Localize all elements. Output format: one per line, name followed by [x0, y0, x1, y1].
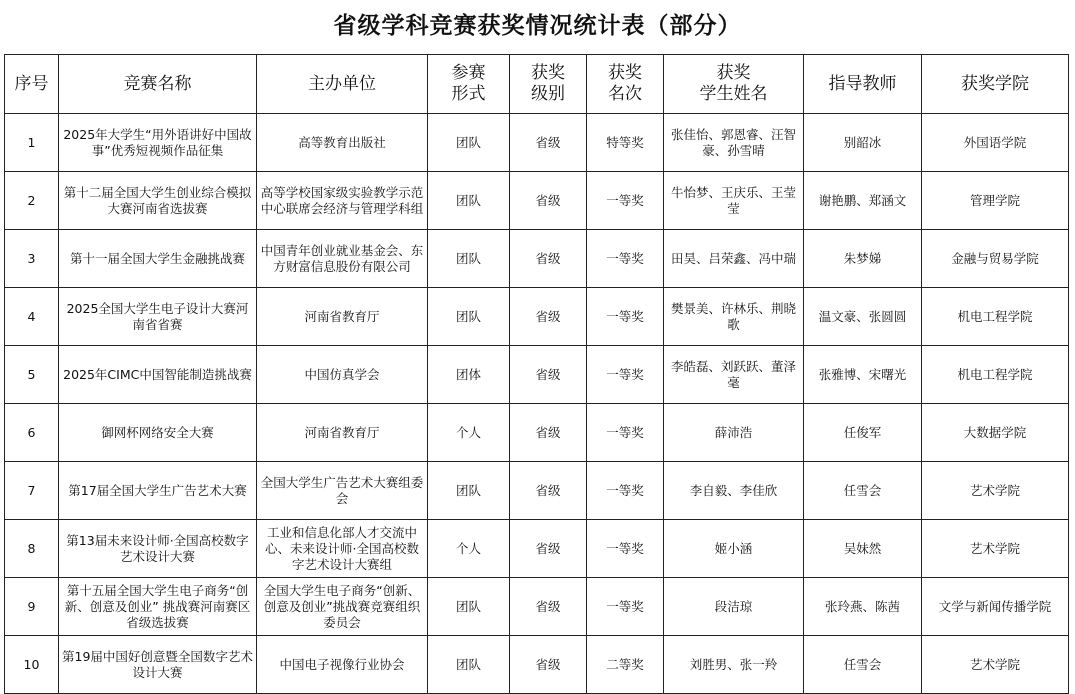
- cell-level: 省级: [510, 578, 587, 636]
- header-students-line1: 获奖: [716, 63, 751, 83]
- cell-rank: 一等奖: [587, 520, 664, 578]
- cell-level: 省级: [510, 230, 587, 288]
- cell-teacher: 别韶冰: [804, 114, 922, 172]
- cell-name: 2025年CIMC中国智能制造挑战赛: [59, 346, 257, 404]
- header-form-line1: 参赛: [451, 63, 486, 83]
- cell-form: 团队: [428, 462, 510, 520]
- cell-rank: 特等奖: [587, 114, 664, 172]
- header-form-line2: 形式: [451, 84, 486, 104]
- cell-form: 团队: [428, 636, 510, 694]
- cell-no: 2: [5, 172, 59, 230]
- cell-name: 第19届中国好创意暨全国数字艺术设计大赛: [59, 636, 257, 694]
- cell-teacher: 任俊军: [804, 404, 922, 462]
- cell-college: 艺术学院: [922, 520, 1069, 578]
- cell-rank: 一等奖: [587, 346, 664, 404]
- cell-college: 文学与新闻传播学院: [922, 578, 1069, 636]
- cell-no: 7: [5, 462, 59, 520]
- cell-teacher: 张玲燕、陈茜: [804, 578, 922, 636]
- cell-teacher: 吴妹然: [804, 520, 922, 578]
- cell-college: 机电工程学院: [922, 288, 1069, 346]
- cell-students: 张佳怡、郭恩睿、汪智豪、孙雪晴: [664, 114, 804, 172]
- cell-students: 李皓磊、刘跃跃、董泽毫: [664, 346, 804, 404]
- cell-organizer: 河南省教育厅: [257, 288, 428, 346]
- cell-no: 1: [5, 114, 59, 172]
- cell-rank: 一等奖: [587, 404, 664, 462]
- table-row: [5, 520, 1069, 578]
- cell-no: 8: [5, 520, 59, 578]
- cell-college: 艺术学院: [922, 636, 1069, 694]
- header-college: 获奖学院: [922, 55, 1069, 114]
- header-no: 序号: [5, 55, 59, 114]
- cell-no: 5: [5, 346, 59, 404]
- header-form: [428, 55, 510, 114]
- cell-name: 2025全国大学生电子设计大赛河南省省赛: [59, 288, 257, 346]
- awards-table: [4, 54, 1069, 694]
- cell-students: 姬小涵: [664, 520, 804, 578]
- cell-level: 省级: [510, 114, 587, 172]
- table-row: [5, 288, 1069, 346]
- cell-teacher: 任雪会: [804, 462, 922, 520]
- cell-no: 4: [5, 288, 59, 346]
- table-row: [5, 346, 1069, 404]
- cell-college: 管理学院: [922, 172, 1069, 230]
- cell-rank: 一等奖: [587, 172, 664, 230]
- cell-form: 团队: [428, 114, 510, 172]
- header-name: 竞赛名称: [59, 55, 257, 114]
- header-rank: [587, 55, 664, 114]
- cell-rank: 一等奖: [587, 462, 664, 520]
- header-students: [664, 55, 804, 114]
- cell-name: 御网杯网络安全大赛: [59, 404, 257, 462]
- cell-form: 个人: [428, 520, 510, 578]
- cell-name: 第十一届全国大学生金融挑战赛: [59, 230, 257, 288]
- cell-name: 2025年大学生“用外语讲好中国故事”优秀短视频作品征集: [59, 114, 257, 172]
- header-students-line2: 学生姓名: [699, 84, 768, 104]
- cell-rank: 一等奖: [587, 230, 664, 288]
- cell-level: 省级: [510, 520, 587, 578]
- table-row: [5, 578, 1069, 636]
- cell-level: 省级: [510, 346, 587, 404]
- cell-organizer: 中国电子视像行业协会: [257, 636, 428, 694]
- cell-no: 9: [5, 578, 59, 636]
- cell-rank: 一等奖: [587, 578, 664, 636]
- cell-students: 牛怡梦、王庆乐、王莹莹: [664, 172, 804, 230]
- cell-students: 段洁琼: [664, 578, 804, 636]
- cell-form: 团队: [428, 172, 510, 230]
- cell-teacher: 张雅博、宋曙光: [804, 346, 922, 404]
- cell-level: 省级: [510, 288, 587, 346]
- cell-students: 李自毅、李佳欣: [664, 462, 804, 520]
- cell-teacher: 谢艳鹏、郑涵文: [804, 172, 922, 230]
- table-row: [5, 636, 1069, 694]
- cell-name: 第十二届全国大学生创业综合模拟大赛河南省选拔赛: [59, 172, 257, 230]
- cell-level: 省级: [510, 404, 587, 462]
- cell-organizer: 全国大学生广告艺术大赛组委会: [257, 462, 428, 520]
- cell-students: 薛沛浩: [664, 404, 804, 462]
- header-level: [510, 55, 587, 114]
- cell-students: 田昊、吕荣鑫、冯中瑞: [664, 230, 804, 288]
- header-rank-line2: 名次: [608, 84, 642, 104]
- cell-form: 个人: [428, 404, 510, 462]
- cell-organizer: 高等教育出版社: [257, 114, 428, 172]
- cell-organizer: 中国仿真学会: [257, 346, 428, 404]
- cell-form: 团体: [428, 346, 510, 404]
- cell-no: 10: [5, 636, 59, 694]
- cell-form: 团队: [428, 578, 510, 636]
- cell-college: 艺术学院: [922, 462, 1069, 520]
- cell-no: 6: [5, 404, 59, 462]
- cell-rank: 二等奖: [587, 636, 664, 694]
- header-organizer: 主办单位: [257, 55, 428, 114]
- cell-college: 机电工程学院: [922, 346, 1069, 404]
- header-row: [5, 55, 1069, 114]
- cell-form: 团队: [428, 230, 510, 288]
- cell-college: 外国语学院: [922, 114, 1069, 172]
- cell-college: 金融与贸易学院: [922, 230, 1069, 288]
- table-row: [5, 462, 1069, 520]
- header-level-line2: 级别: [531, 84, 565, 104]
- cell-organizer: 全国大学生电子商务“创新、创意及创业”挑战赛竞赛组织委员会: [257, 578, 428, 636]
- cell-name: 第十五届全国大学生电子商务“创新、创意及创业” 挑战赛河南赛区省级选拔赛: [59, 578, 257, 636]
- cell-teacher: 朱梦娣: [804, 230, 922, 288]
- cell-rank: 一等奖: [587, 288, 664, 346]
- table-row: [5, 114, 1069, 172]
- cell-name: 第17届全国大学生广告艺术大赛: [59, 462, 257, 520]
- cell-students: 樊景美、许林乐、荆晓歌: [664, 288, 804, 346]
- cell-name: 第13届未来设计师·全国高校数字艺术设计大赛: [59, 520, 257, 578]
- cell-organizer: 工业和信息化部人才交流中心、未来设计师·全国高校数字艺术设计大赛组: [257, 520, 428, 578]
- cell-college: 大数据学院: [922, 404, 1069, 462]
- table-row: [5, 230, 1069, 288]
- table-title: 省级学科竞赛获奖情况统计表（部分）: [333, 12, 742, 39]
- cell-level: 省级: [510, 172, 587, 230]
- table-row: [5, 172, 1069, 230]
- cell-no: 3: [5, 230, 59, 288]
- header-rank-line1: 获奖: [608, 63, 642, 83]
- cell-teacher: 温文豪、张圆圆: [804, 288, 922, 346]
- table-row: [5, 404, 1069, 462]
- cell-organizer: 中国青年创业就业基金会、东方财富信息股份有限公司: [257, 230, 428, 288]
- cell-level: 省级: [510, 462, 587, 520]
- cell-form: 团队: [428, 288, 510, 346]
- cell-organizer: 河南省教育厅: [257, 404, 428, 462]
- cell-level: 省级: [510, 636, 587, 694]
- header-level-line1: 获奖: [531, 63, 565, 83]
- cell-teacher: 任雪会: [804, 636, 922, 694]
- cell-organizer: 高等学校国家级实验教学示范中心联席会经济与管理学科组: [257, 172, 428, 230]
- header-teacher: 指导教师: [804, 55, 922, 114]
- cell-students: 刘胜男、张一羚: [664, 636, 804, 694]
